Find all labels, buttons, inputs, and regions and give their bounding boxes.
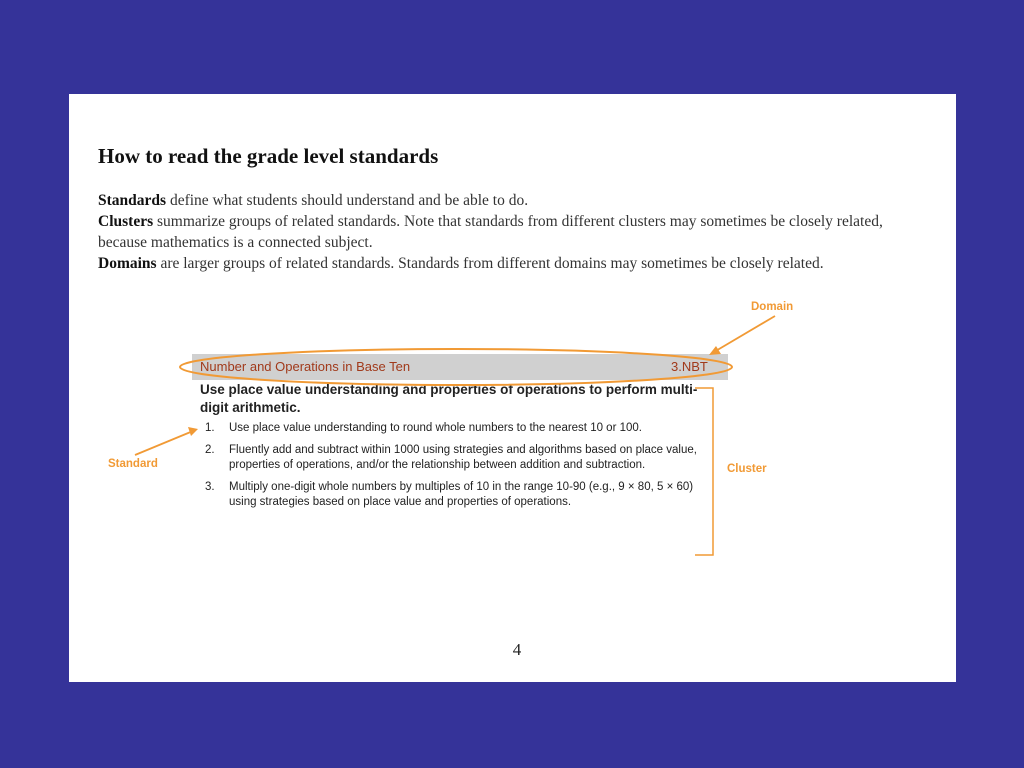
callout-standard: Standard [108, 458, 158, 470]
standard-text: Fluently add and subtract within 1000 using strategies and algorithms based on place value, properties of operations, and/or the relationship between addition and subtraction. [229, 443, 697, 471]
page-number: 4 [512, 640, 522, 659]
cluster-bracket [695, 388, 713, 555]
standard-number: 1. [205, 422, 215, 434]
standard-arrowhead [188, 427, 198, 436]
intro-term: Standards [98, 192, 167, 209]
standard-arrow [135, 431, 193, 455]
intro-term: Clusters [98, 213, 154, 230]
domain-ellipse [180, 349, 732, 385]
callout-cluster: Cluster [727, 463, 767, 475]
domain-code: 3.NBT [671, 359, 708, 374]
intro-definition: are larger groups of related standards. Standards from different domains may sometimes be closely related. [160, 255, 824, 272]
standards-figure [69, 94, 956, 682]
cluster-heading: Use place value understanding and properties of operations to perform multi-digit arithmetic. [200, 382, 698, 415]
callout-domain: Domain [751, 301, 794, 313]
standard-text: Multiply one-digit whole numbers by multiples of 10 in the range 10-90 (e.g., 9 × 80, 5 × 60) using strategies based on place value and properties of operations. [229, 480, 694, 508]
standard-text: Use place value understanding to round whole numbers to the nearest 10 or 100. [229, 422, 642, 434]
page-title: How to read the grade level standards [98, 144, 439, 168]
document-page [69, 94, 956, 682]
standard-number: 2. [205, 443, 215, 456]
intro-definition: summarize groups of related standards. Note that standards from different clusters may sometimes be closely related, because mathematics is a connected subject. [98, 213, 883, 251]
domain-name: Number and Operations in Base Ten [200, 359, 411, 374]
intro-definition: define what students should understand and be able to do. [169, 192, 529, 209]
domain-arrow [714, 316, 775, 352]
standard-number: 3. [205, 480, 215, 493]
intro-term: Domains [98, 255, 157, 272]
domain-arrowhead [709, 346, 721, 355]
annotation-overlay [69, 94, 956, 682]
